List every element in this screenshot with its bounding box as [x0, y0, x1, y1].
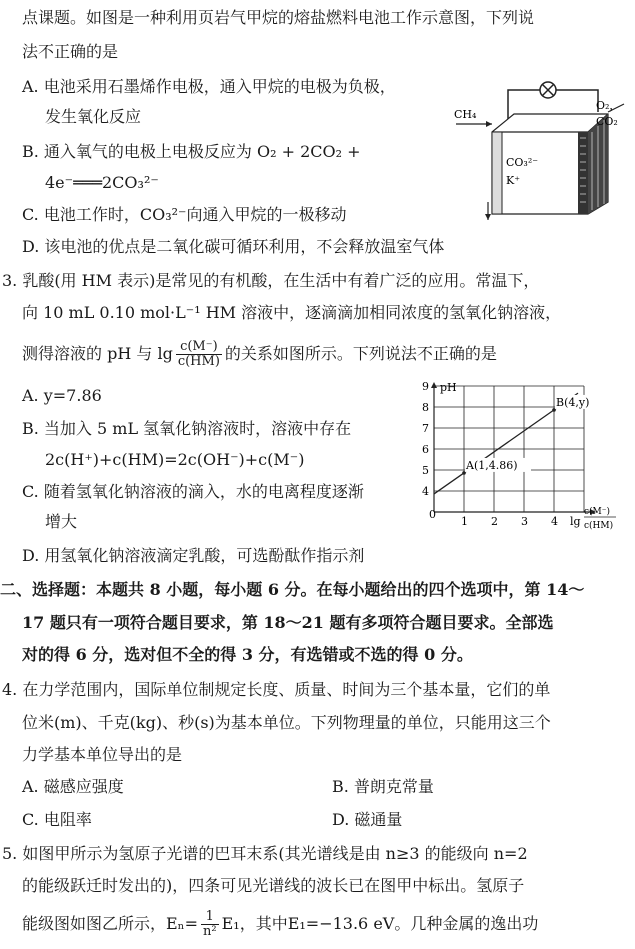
- y-tick-label: 6: [422, 443, 429, 456]
- q15-line-1: 5. 如图甲所示为氢原子光谱的巴耳末系(其光谱线是由 n≥3 的能级向 n=2: [2, 844, 528, 863]
- y-tick-label: 9: [422, 380, 429, 393]
- x-tick-label: 2: [491, 515, 498, 528]
- q13-option-b: B. 当加入 5 mL 氢氧化钠溶液时，溶液中存在: [22, 419, 352, 438]
- q14-line-3: 力学基本单位导出的是: [22, 745, 183, 764]
- x-tick-label: 3: [521, 515, 528, 528]
- q13-option-b-cont: 2c(H⁺)+c(HM)=2c(OH⁻)+c(M⁻): [45, 450, 305, 469]
- ph-chart: [412, 378, 624, 538]
- y-tick-label: 4: [422, 485, 429, 498]
- x-axis-label-prefix: lg: [570, 515, 581, 528]
- q15-line-2: 的能级跃迁时发出的)，四条可见光谱线的波长已在图甲中标出。氢原子: [22, 876, 525, 895]
- q13-line-2: 向 10 mL 0.10 mol·L⁻¹ HM 溶液中，逐滴滴加相同浓度的氢氧化钠溶液，: [22, 303, 562, 322]
- q14-option-b: B. 普朗克常量: [332, 777, 434, 796]
- q13-line-1: 3. 乳酸(用 HM 表示)是常见的有机酸，在生活中有着广泛的应用。常温下，: [2, 271, 540, 290]
- section-2-line-1: 二、选择题：本题共 8 小题，每小题 6 分。在每小题给出的四个选项中，第 14～: [0, 580, 585, 599]
- ratio-fraction: $\frac{c(M^-)}{c(HM)}$: [177, 339, 220, 369]
- q15-line-3: 能级图如图乙所示，Eₙ= $\frac{1}{\text{n²}}$ E₁，其中E₁=−13.6 eV。几种金属的逸出功: [22, 909, 539, 939]
- q12-option-b-cont: 4e⁻═══2CO₃²⁻: [45, 173, 159, 192]
- q12-option-b: B. 通入氧气的电极上电极反应为 O₂ + 2CO₂ +: [22, 142, 361, 161]
- q13-option-c-cont: 增大: [45, 512, 78, 531]
- q14-option-d: D. 磁通量: [332, 810, 403, 829]
- section-2-line-2: 17 题只有一项符合题目要求，第 18～21 题有多项符合题目要求。全部选: [22, 613, 554, 632]
- fuel-cell-diagram: [448, 62, 628, 222]
- q13-option-d: D. 用氢氧化钠溶液滴定乳酸，可选酚酞作指示剂: [22, 546, 365, 565]
- q13-option-a: A. y=7.86: [22, 386, 102, 405]
- outlet-label-2: CO₂: [596, 115, 618, 128]
- q12-option-a-cont: 发生氧化反应: [45, 107, 142, 126]
- x-tick-label: 1: [461, 515, 468, 528]
- origin-label: 0: [429, 508, 436, 521]
- q12-line-2: 法不正确的是: [22, 42, 119, 61]
- y-tick-label: 5: [422, 464, 429, 477]
- y-axis-label: pH: [440, 381, 457, 394]
- section-2-line-3: 对的得 6 分，选对但不全的得 3 分，有选错或不选的得 0 分。: [22, 645, 473, 664]
- outlet-label-1: O₂，: [596, 99, 621, 112]
- x-tick-label: 4: [551, 515, 558, 528]
- x-axis-label-den: c(HM): [584, 521, 614, 531]
- q14-line-1: 4. 在力学范围内，国际单位制规定长度、质量、时间为三个基本量，它们的单: [2, 680, 551, 699]
- q14-option-a: A. 磁感应强度: [22, 777, 124, 796]
- ch4-label: CH₄: [454, 108, 477, 121]
- q12-line-1: 点课题。如图是一种利用页岩气甲烷的熔盐燃料电池工作示意图，下列说: [22, 8, 535, 27]
- x-axis-label-num: c(M⁻): [584, 507, 611, 517]
- ion-label-potassium: K⁺: [506, 174, 521, 187]
- y-tick-label: 8: [422, 401, 429, 414]
- ion-label-carbonate: CO₃²⁻: [506, 156, 539, 169]
- point-label: B(4,y): [556, 395, 590, 409]
- q12-option-d: D. 该电池的优点是二氧化碳可循环利用，不会释放温室气体: [22, 237, 445, 256]
- q13-option-c: C. 随着氢氧化钠溶液的滴入，水的电离程度逐渐: [22, 482, 364, 501]
- q14-option-c: C. 电阻率: [22, 810, 92, 829]
- q12-option-a: A. 电池采用石墨烯作电极，通入甲烷的电极为负极，: [22, 77, 396, 96]
- q14-line-2: 位米(m)、千克(kg)、秒(s)为基本单位。下列物理量的单位，只能用这三个: [22, 713, 551, 732]
- y-axis-arrow-icon: [431, 382, 437, 388]
- point-label: A(1,4.86): [466, 458, 518, 472]
- energy-fraction: $\frac{1}{\text{n²}}$: [203, 909, 217, 939]
- q13-line-3: 测得溶液的 pH 与 lg $\frac{c(M^-)}{c(HM)}$ 的关系如图所示。下列说法不正确的是: [22, 339, 497, 369]
- y-tick-label: 7: [422, 422, 429, 435]
- q12-option-c: C. 电池工作时，CO₃²⁻向通入甲烷的一极移动: [22, 205, 347, 224]
